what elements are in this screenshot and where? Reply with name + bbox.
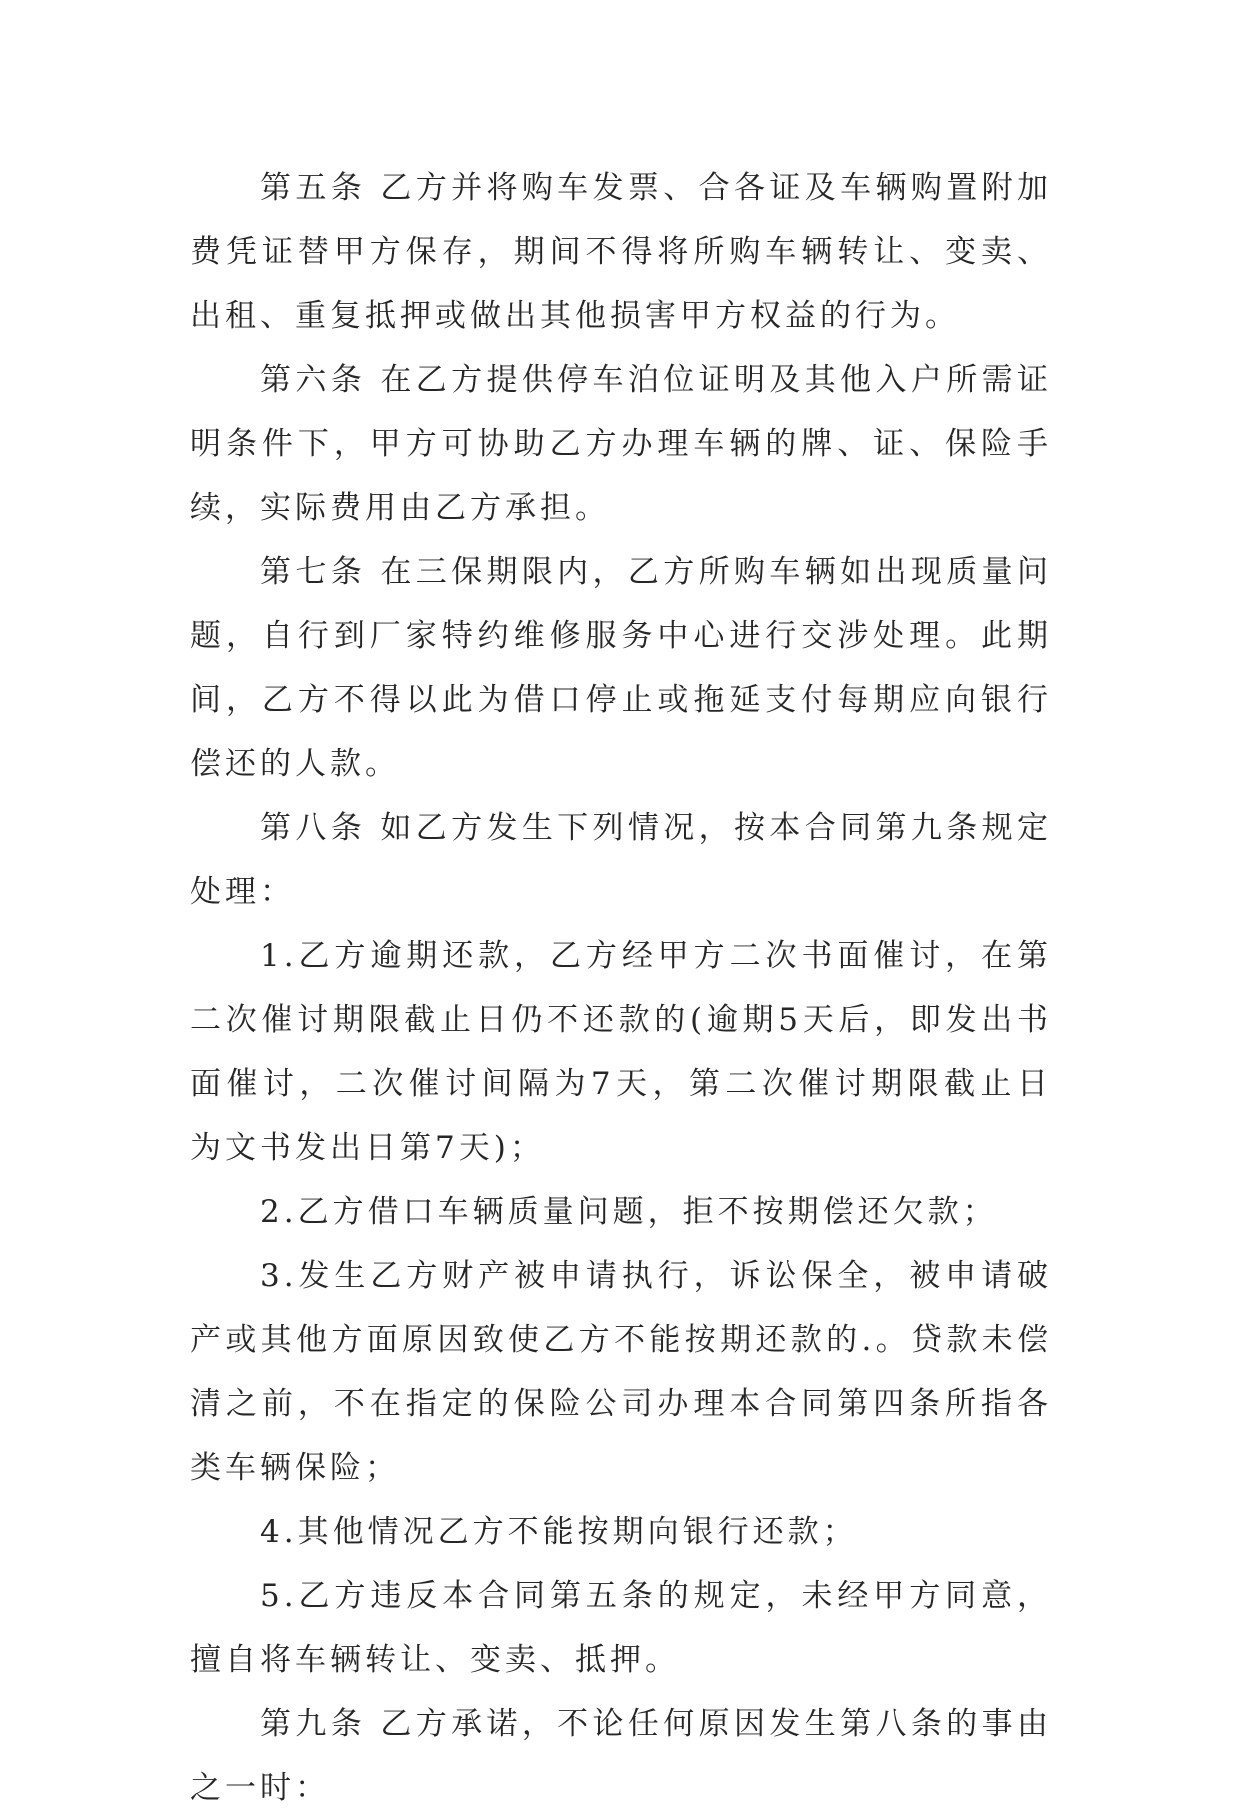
list-item-2: 2.乙方借口车辆质量问题，拒不按期偿还欠款； <box>260 1194 998 1230</box>
paragraph-article-7: 第七条 在三保期限内，乙方所购车辆如出现质量问题，自行到厂家特约维修服务中心进行交涉处理。此期间，乙方不得以此为借口停止或拖延支付每期应向银行偿还的人款。 <box>190 554 1052 782</box>
document-body <box>190 156 1052 1820</box>
list-item-4: 4.其他情况乙方不能按期向银行还款； <box>260 1514 858 1550</box>
list-item-3: 3.发生乙方财产被申请执行，诉讼保全，被申请破产或其他方面原因致使乙方不能按期还款的.。贷款未偿清之前，不在指定的保险公司办理本合同第四条所指各类车辆保险； <box>190 1258 1052 1486</box>
list-item-5: 5.乙方违反本合同第五条的规定，未经甲方同意，擅自将车辆转让、变卖、抵押。 <box>190 1578 1052 1678</box>
paragraph-article-8: 第八条 如乙方发生下列情况，按本合同第九条规定处理： <box>190 810 1052 910</box>
list-item-1: 1.乙方逾期还款，乙方经甲方二次书面催讨，在第二次催讨期限截止日仍不还款的(逾期5天后，即发出书面催讨，二次催讨间隔为7天，第二次催讨期限截止日为文书发出日第7天)； <box>190 938 1052 1166</box>
paragraph-article-9: 第九条 乙方承诺，不论任何原因发生第八条的事由之一时： <box>190 1706 1052 1806</box>
paragraph-article-5: 第五条 乙方并将购车发票、合各证及车辆购置附加费凭证替甲方保存，期间不得将所购车辆转让、变卖、出租、重复抵押或做出其他损害甲方权益的行为。 <box>190 170 1052 334</box>
paragraph-article-6: 第六条 在乙方提供停车泊位证明及其他入户所需证明条件下，甲方可协助乙方办理车辆的牌、证、保险手续，实际费用由乙方承担。 <box>190 362 1052 526</box>
